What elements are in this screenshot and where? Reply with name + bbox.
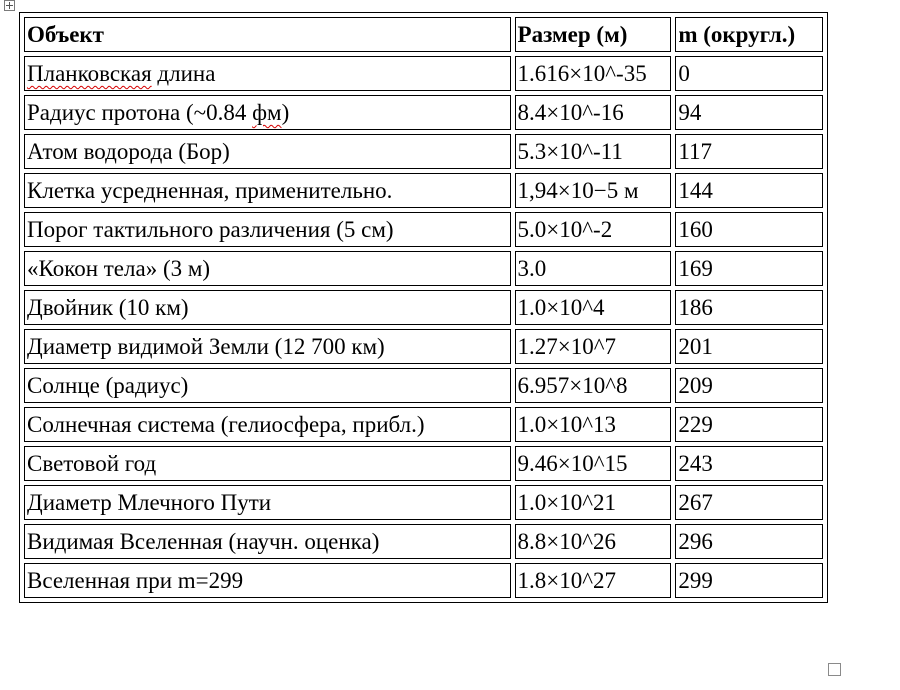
table-row — [24, 485, 823, 520]
table-row — [24, 329, 823, 364]
cell-m[interactable]: 267 — [675, 485, 823, 520]
cell-m[interactable]: 209 — [675, 368, 823, 403]
table-row — [24, 407, 823, 442]
cell-m[interactable]: 229 — [675, 407, 823, 442]
table-row — [24, 212, 823, 247]
table-row — [24, 446, 823, 481]
cell-object[interactable]: Диаметр Млечного Пути — [24, 485, 511, 520]
cell-size[interactable]: 1,94×10−5 м — [515, 173, 672, 208]
cell-size[interactable]: 1.0×10^13 — [515, 407, 672, 442]
cell-object[interactable]: Вселенная при m=299 — [24, 563, 511, 598]
table-row — [24, 173, 823, 208]
cell-size[interactable]: 9.46×10^15 — [515, 446, 672, 481]
cell-m[interactable]: 186 — [675, 290, 823, 325]
cell-object[interactable]: Атом водорода (Бор) — [24, 134, 511, 169]
cell-m[interactable]: 169 — [675, 251, 823, 286]
cell-object[interactable] — [24, 56, 511, 91]
cell-size[interactable]: 5.0×10^-2 — [515, 212, 672, 247]
cell-m[interactable]: 243 — [675, 446, 823, 481]
cell-size[interactable]: 1.27×10^7 — [515, 329, 672, 364]
table-move-handle-icon[interactable] — [4, 0, 15, 11]
header-size[interactable]: Размер (м) — [515, 17, 672, 52]
cell-object-text: длина — [151, 61, 216, 86]
cell-object[interactable]: Видимая Вселенная (научн. оценка) — [24, 524, 511, 559]
cell-size[interactable]: 8.4×10^-16 — [515, 95, 672, 130]
cell-object[interactable]: Солнце (радиус) — [24, 368, 511, 403]
cell-m[interactable]: 94 — [675, 95, 823, 130]
cell-size[interactable]: 6.957×10^8 — [515, 368, 672, 403]
cell-size[interactable]: 1.8×10^27 — [515, 563, 672, 598]
cell-size[interactable]: 3.0 — [515, 251, 672, 286]
cell-object-text: Радиус протона (~0.84 — [27, 100, 253, 125]
cell-size[interactable]: 1.0×10^21 — [515, 485, 672, 520]
cell-m[interactable]: 299 — [675, 563, 823, 598]
table-header-row — [24, 17, 823, 52]
cell-object[interactable]: Солнечная система (гелиосфера, прибл.) — [24, 407, 511, 442]
cell-m[interactable]: 0 — [675, 56, 823, 91]
objects-size-table — [19, 12, 828, 603]
table-row — [24, 290, 823, 325]
cell-size[interactable]: 5.3×10^-11 — [515, 134, 672, 169]
table-row — [24, 56, 823, 91]
table-row — [24, 95, 823, 130]
cell-size[interactable]: 8.8×10^26 — [515, 524, 672, 559]
cell-object[interactable]: Клетка усредненная, применительно. — [24, 173, 511, 208]
table-row — [24, 368, 823, 403]
header-m[interactable]: m (округл.) — [675, 17, 823, 52]
spellcheck-word: фм — [252, 100, 282, 125]
cell-size[interactable]: 1.616×10^-35 — [515, 56, 672, 91]
table-row — [24, 563, 823, 598]
cell-m[interactable]: 160 — [675, 212, 823, 247]
table-row — [24, 251, 823, 286]
cell-size[interactable]: 1.0×10^4 — [515, 290, 672, 325]
cell-m[interactable]: 296 — [675, 524, 823, 559]
cell-object[interactable]: «Кокон тела» (3 м) — [24, 251, 511, 286]
table-row — [24, 524, 823, 559]
cell-object[interactable]: Двойник (10 км) — [24, 290, 511, 325]
spellcheck-word: Планковская — [27, 61, 152, 86]
cell-m[interactable]: 201 — [675, 329, 823, 364]
header-object[interactable]: Объект — [24, 17, 511, 52]
cell-m[interactable]: 117 — [675, 134, 823, 169]
cell-m[interactable]: 144 — [675, 173, 823, 208]
cell-object[interactable]: Световой год — [24, 446, 511, 481]
cell-object[interactable]: Диаметр видимой Земли (12 700 км) — [24, 329, 511, 364]
cell-object[interactable]: Порог тактильного различения (5 см) — [24, 212, 511, 247]
table-row — [24, 134, 823, 169]
cell-object-text-end: ) — [281, 100, 290, 125]
table-resize-handle-icon[interactable] — [828, 663, 841, 676]
cell-object[interactable] — [24, 95, 511, 130]
